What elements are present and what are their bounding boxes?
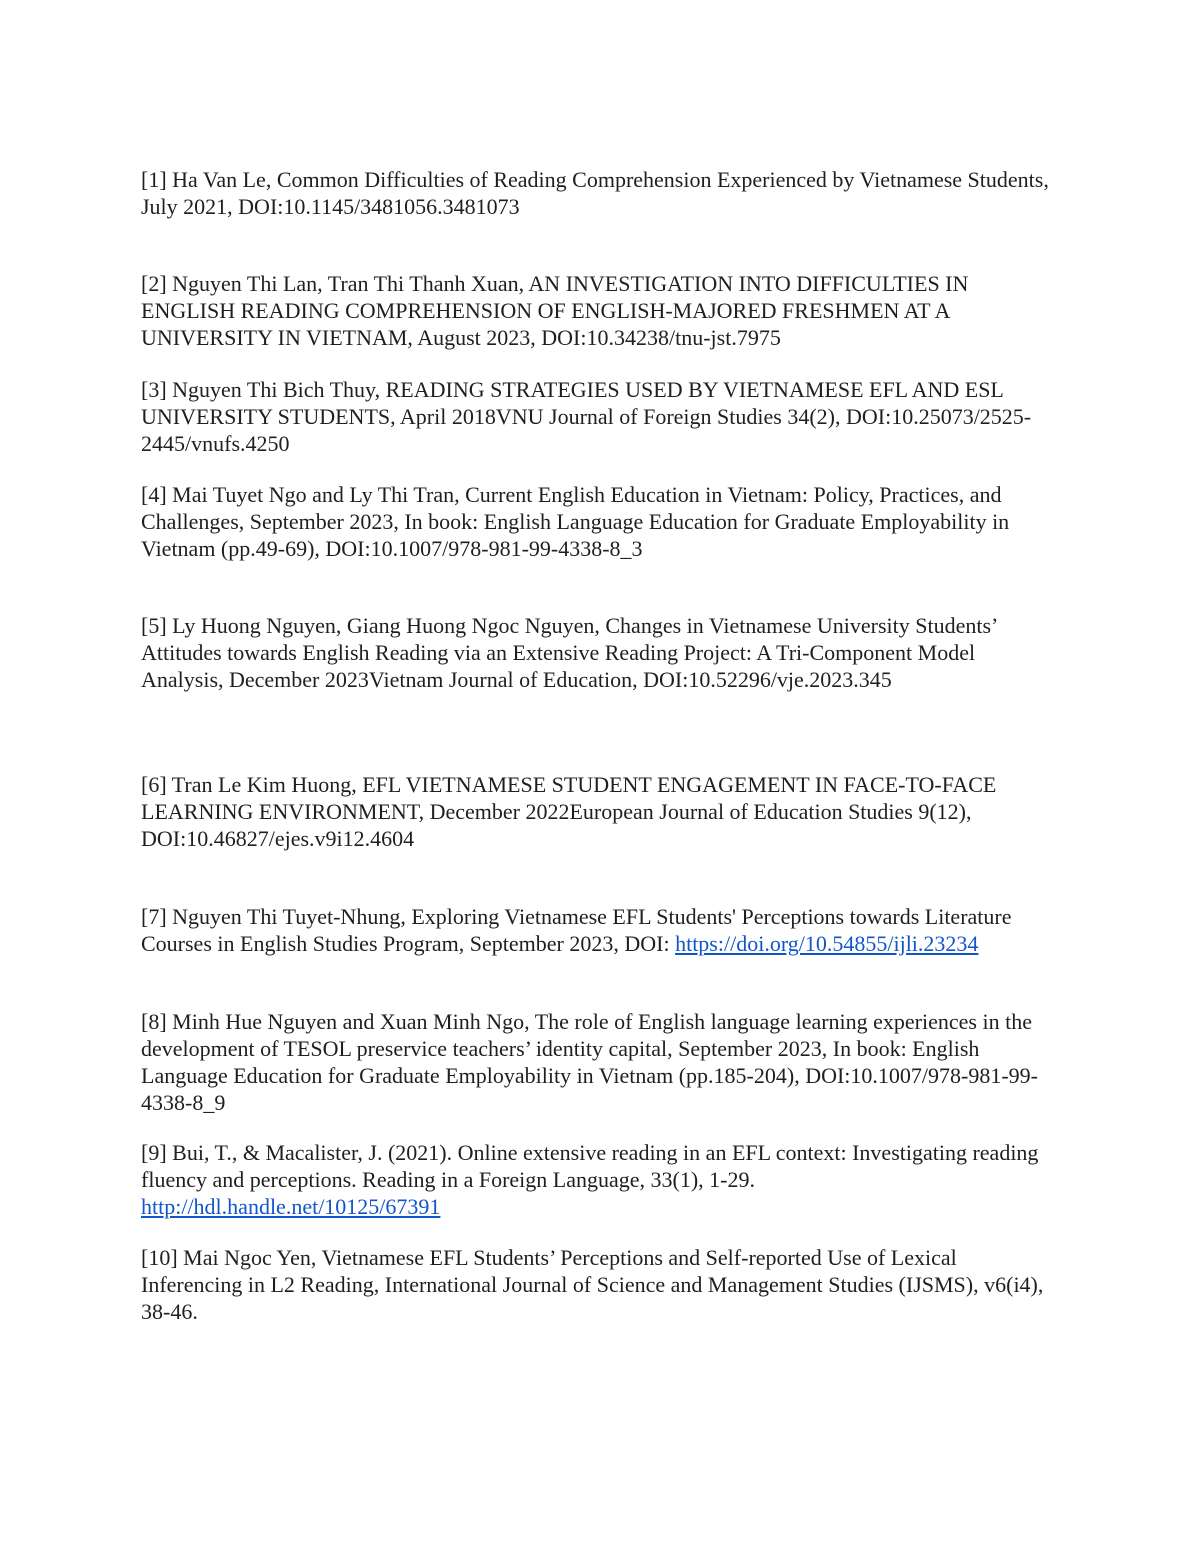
reference-item bbox=[141, 376, 1051, 457]
reference-item bbox=[141, 481, 1051, 562]
reference-text: [10] Mai Ngoc Yen, Vietnamese EFL Students’ Perceptions and Self-reported Use of Lexical Inferencing in L2 Reading, International Journal of Science and Management Studies (IJSMS), v6(i4), 38-46. bbox=[141, 1245, 1044, 1324]
reference-text: [4] Mai Tuyet Ngo and Ly Thi Tran, Current English Education in Vietnam: Policy, Practices, and Challenges, September 2023, In book: English Language Education for Graduate Employability in Vietnam (pp.49-69), DOI:10.1007/978-981-99-4338-8_3 bbox=[141, 482, 1010, 561]
reference-item bbox=[141, 1139, 1051, 1220]
reference-item bbox=[141, 1244, 1051, 1325]
reference-text: [3] Nguyen Thi Bich Thuy, READING STRATEGIES USED BY VIETNAMESE EFL AND ESL UNIVERSITY STUDENTS, April 2018VNU Journal of Foreign Studies 34(2), DOI:10.25073/2525-2445/vnufs.4250 bbox=[141, 377, 1032, 456]
reference-text: [2] Nguyen Thi Lan, Tran Thi Thanh Xuan, AN INVESTIGATION INTO DIFFICULTIES IN ENGLISH READING COMPREHENSION OF ENGLISH-MAJORED FRESHMEN AT A UNIVERSITY IN VIETNAM, August 2023, DOI:10.34238/tnu-jst.7975 bbox=[141, 271, 969, 350]
reference-text: [8] Minh Hue Nguyen and Xuan Minh Ngo, The role of English language learning experiences in the development of TESOL preservice teachers’ identity capital, September 2023, In book: English Language Education for Graduate Employability in Vietnam (pp.185-204), DOI:10.1007/978-981-99-4338-8_9 bbox=[141, 1009, 1039, 1115]
reference-text: [9] Bui, T., & Macalister, J. (2021). Online extensive reading in an EFL context: Investigating reading fluency and perceptions. Reading in a Foreign Language, 33(1), 1-29. bbox=[141, 1140, 1039, 1192]
reference-text: [7] Nguyen Thi Tuyet-Nhung, Exploring Vietnamese EFL Students' Perceptions towards Literature Courses in English Studies Program, September 2023, DOI: bbox=[141, 904, 1012, 956]
reference-item bbox=[141, 166, 1051, 220]
reference-item bbox=[141, 270, 1051, 351]
reference-text: [5] Ly Huong Nguyen, Giang Huong Ngoc Nguyen, Changes in Vietnamese University Students’ Attitudes towards English Reading via an Extensive Reading Project: A Tri-Component Model Analysis, December 2023Vietnam Journal of Education, DOI:10.52296/vje.2023.345 bbox=[141, 613, 997, 692]
reference-text: [6] Tran Le Kim Huong, EFL VIETNAMESE STUDENT ENGAGEMENT IN FACE-TO-FACE LEARNING ENVIRONMENT, December 2022European Journal of Education Studies 9(12), DOI:10.46827/ejes.v9i12.4604 bbox=[141, 772, 997, 851]
reference-text: [1] Ha Van Le, Common Difficulties of Reading Comprehension Experienced by Vietnamese Students, July 2021, DOI:10.1145/3481056.3481073 bbox=[141, 167, 1049, 219]
reference-item bbox=[141, 612, 1051, 693]
reference-item bbox=[141, 1008, 1051, 1116]
doi-link[interactable]: https://doi.org/10.54855/ijli.23234 bbox=[675, 931, 979, 956]
reference-item bbox=[141, 903, 1051, 957]
handle-link[interactable]: http://hdl.handle.net/10125/67391 bbox=[141, 1194, 441, 1219]
reference-item bbox=[141, 771, 1051, 852]
